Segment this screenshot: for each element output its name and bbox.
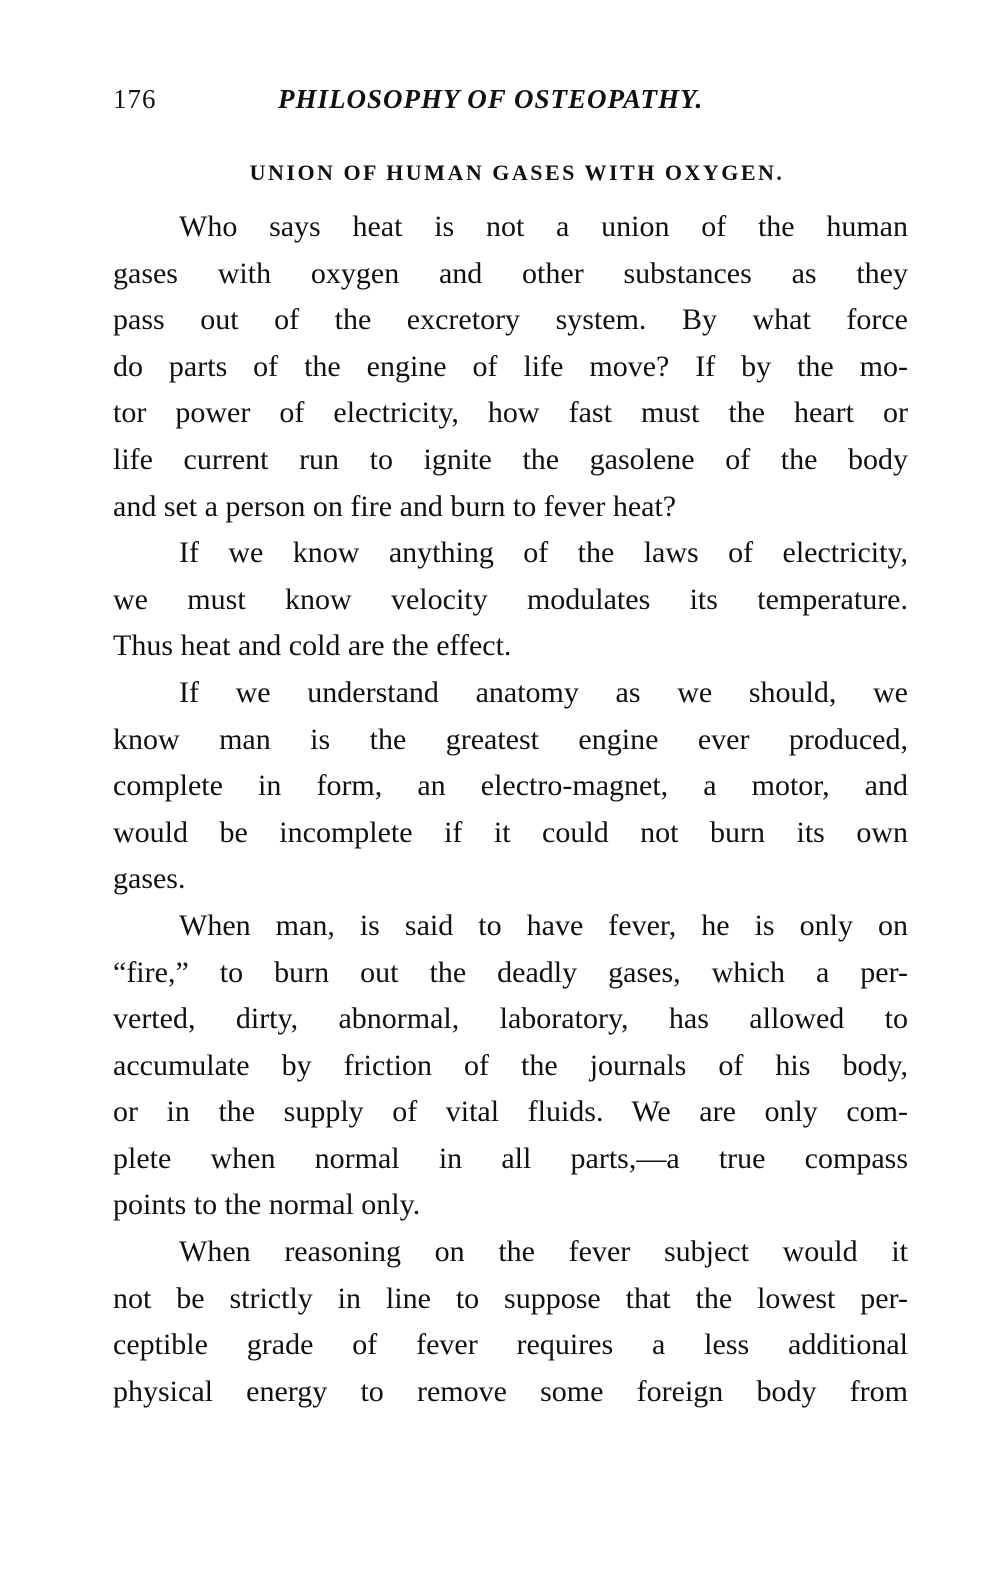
- text-line: or in the supply of vital fluids. We are only com-: [113, 1095, 908, 1129]
- text-line: physical energy to remove some foreign body from: [113, 1374, 908, 1408]
- text-line: When man, is said to have fever, he is only on: [179, 908, 908, 942]
- text-line: If we know anything of the laws of electricity,: [179, 536, 908, 570]
- text-line: Thus heat and cold are the effect.: [113, 629, 512, 663]
- text-line: and set a person on fire and burn to fever heat?: [113, 489, 677, 523]
- running-title: PHILOSOPHY OF OSTEOPATHY.: [278, 84, 704, 114]
- text-line: complete in form, an electro-magnet, a motor, and: [113, 769, 908, 803]
- paragraph-1: [113, 204, 908, 530]
- text-line: life current run to ignite the gasolene of the body: [113, 442, 908, 476]
- text-line: plete when normal in all parts,—a true compass: [113, 1141, 908, 1175]
- text-line: gases.: [113, 862, 186, 896]
- paragraph-3: [113, 670, 908, 903]
- text-line: “fire,” to burn out the deadly gases, which a per-: [113, 955, 908, 989]
- text-line: verted, dirty, abnormal, laboratory, has allowed to: [113, 1002, 908, 1036]
- text-line: gases with oxygen and other substances as they: [113, 256, 908, 290]
- text-line: we must know velocity modulates its temperature.: [113, 582, 908, 616]
- text-line: When reasoning on the fever subject would it: [179, 1235, 908, 1269]
- page-header: [113, 84, 913, 124]
- text-line: ceptible grade of fever requires a less additional: [113, 1328, 908, 1362]
- text-line: points to the normal only.: [113, 1188, 421, 1222]
- text-line: do parts of the engine of life move? If by the mo-: [113, 349, 908, 383]
- body-text: [113, 204, 908, 1415]
- text-line: accumulate by friction of the journals of his body,: [113, 1048, 908, 1082]
- text-line: would be incomplete if it could not burn its own: [113, 815, 908, 849]
- text-line: If we understand anatomy as we should, we: [179, 675, 908, 709]
- text-line: tor power of electricity, how fast must the heart or: [113, 396, 908, 430]
- section-heading: UNION OF HUMAN GASES WITH OXYGEN.: [249, 160, 785, 185]
- text-line: pass out of the excretory system. By what force: [113, 303, 908, 337]
- paragraph-2: [113, 530, 908, 670]
- text-line: Who says heat is not a union of the human: [179, 210, 908, 243]
- paragraph-4: [113, 903, 908, 1229]
- page-number: 176: [113, 84, 157, 114]
- text-line: know man is the greatest engine ever produced,: [113, 722, 908, 756]
- paragraph-5: [113, 1229, 908, 1415]
- text-line: not be strictly in line to suppose that the lowest per-: [113, 1281, 908, 1315]
